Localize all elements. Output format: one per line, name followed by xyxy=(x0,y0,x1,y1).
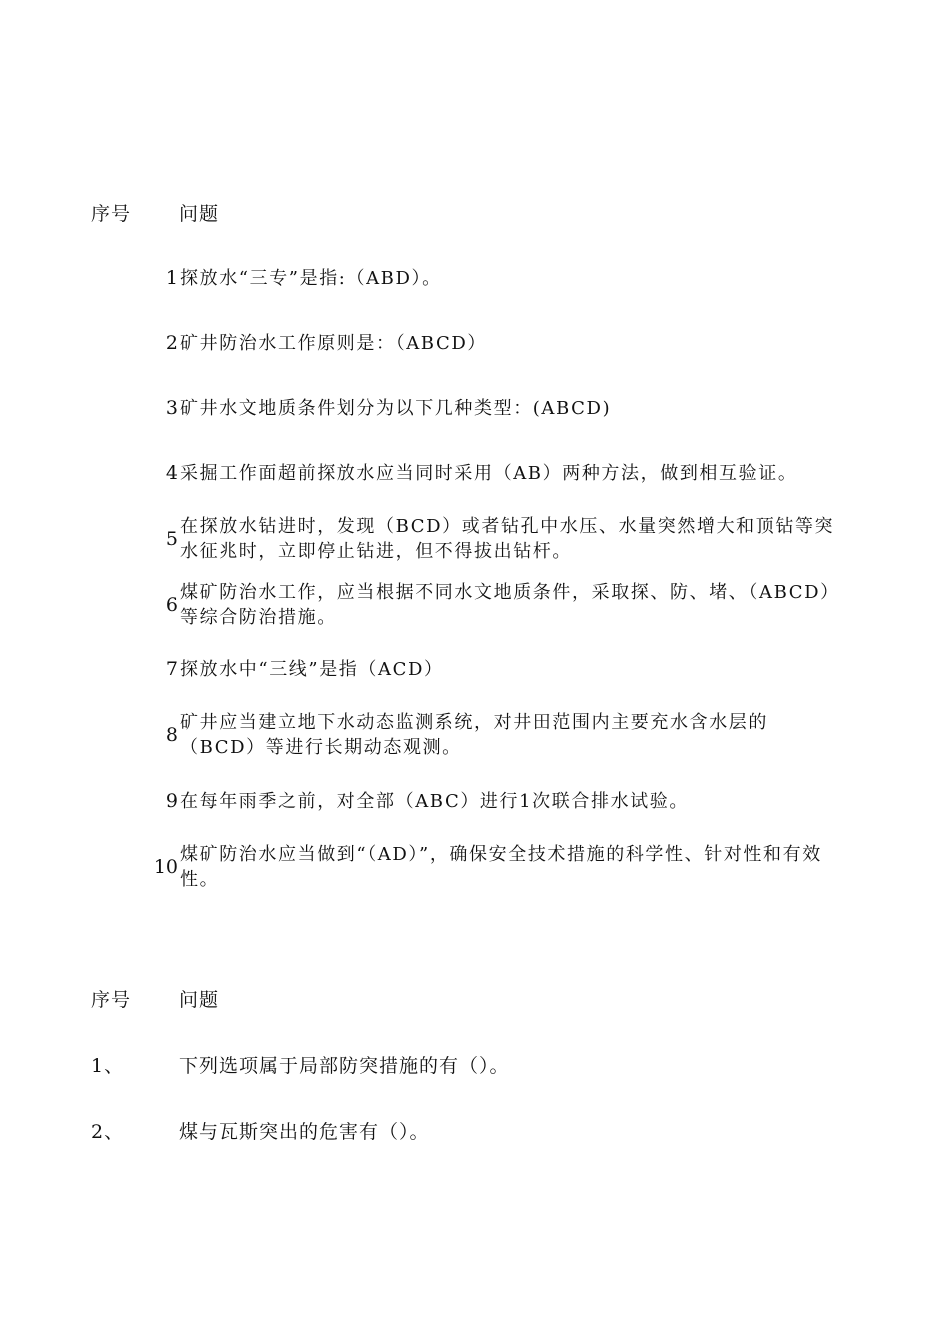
table-row xyxy=(140,395,840,421)
question-text: 探放水中“三线”是指（ACD） xyxy=(180,658,444,680)
question-text: 矿井应当建立地下水动态监测系统，对井田范围内主要充水含水层的（BCD）等进行长期动态观测。 xyxy=(180,712,768,758)
table-row xyxy=(140,447,840,499)
question-text: 探放水“三专”是指:（ABD）。 xyxy=(180,267,442,289)
row-number: 2、 xyxy=(91,1121,125,1143)
row-number: 7 xyxy=(165,658,178,680)
row-number: 9 xyxy=(165,790,178,812)
table-row xyxy=(140,709,840,761)
question-text: 矿井防治水工作原则是：（ABCD） xyxy=(180,332,487,354)
question-text: 下列选项属于局部防突措施的有（）。 xyxy=(179,1055,510,1077)
question-text: 煤与瓦斯突出的危害有（）。 xyxy=(179,1121,430,1143)
table-row xyxy=(140,841,840,893)
row-number: 4 xyxy=(165,462,178,484)
row-number: 2 xyxy=(165,332,178,354)
row-number: 3 xyxy=(165,397,178,419)
table2-header-question: 问题 xyxy=(179,989,220,1011)
question-text: 矿井水文地质条件划分为以下几种类型：(ABCD) xyxy=(180,397,612,419)
row-number: 1、 xyxy=(91,1055,125,1077)
question-text: 在每年雨季之前，对全部（ABC）进行1次联合排水试验。 xyxy=(180,790,689,812)
table-row xyxy=(140,330,840,356)
table2-header-num: 序号 xyxy=(91,989,132,1011)
row-number: 8 xyxy=(165,724,178,746)
row-number: 5 xyxy=(165,528,178,550)
row-number: 1 xyxy=(165,267,178,289)
table1-header-num: 序号 xyxy=(91,203,132,225)
table-row xyxy=(140,265,840,291)
question-text: 在探放水钻进时，发现（BCD）或者钻孔中水压、水量突然增大和顶钻等突水征兆时，立即停止钻进，但不得拔出钻杆。 xyxy=(180,516,835,562)
table-row xyxy=(140,579,840,631)
question-text: 煤矿防治水工作，应当根据不同水文地质条件，采取探、防、堵、（ABCD）等综合防治措施。 xyxy=(180,582,840,628)
row-number: 10 xyxy=(153,856,178,878)
table-row xyxy=(140,788,840,814)
question-text: 煤矿防治水应当做到“（AD）”，确保安全技术措施的科学性、针对性和有效性。 xyxy=(180,844,822,890)
question-text: 采掘工作面超前探放水应当同时采用（AB）两种方法，做到相互验证。 xyxy=(180,462,798,484)
table-row xyxy=(140,656,840,682)
table-row xyxy=(140,513,840,565)
table1-header-question: 问题 xyxy=(179,203,220,225)
row-number: 6 xyxy=(165,594,178,616)
